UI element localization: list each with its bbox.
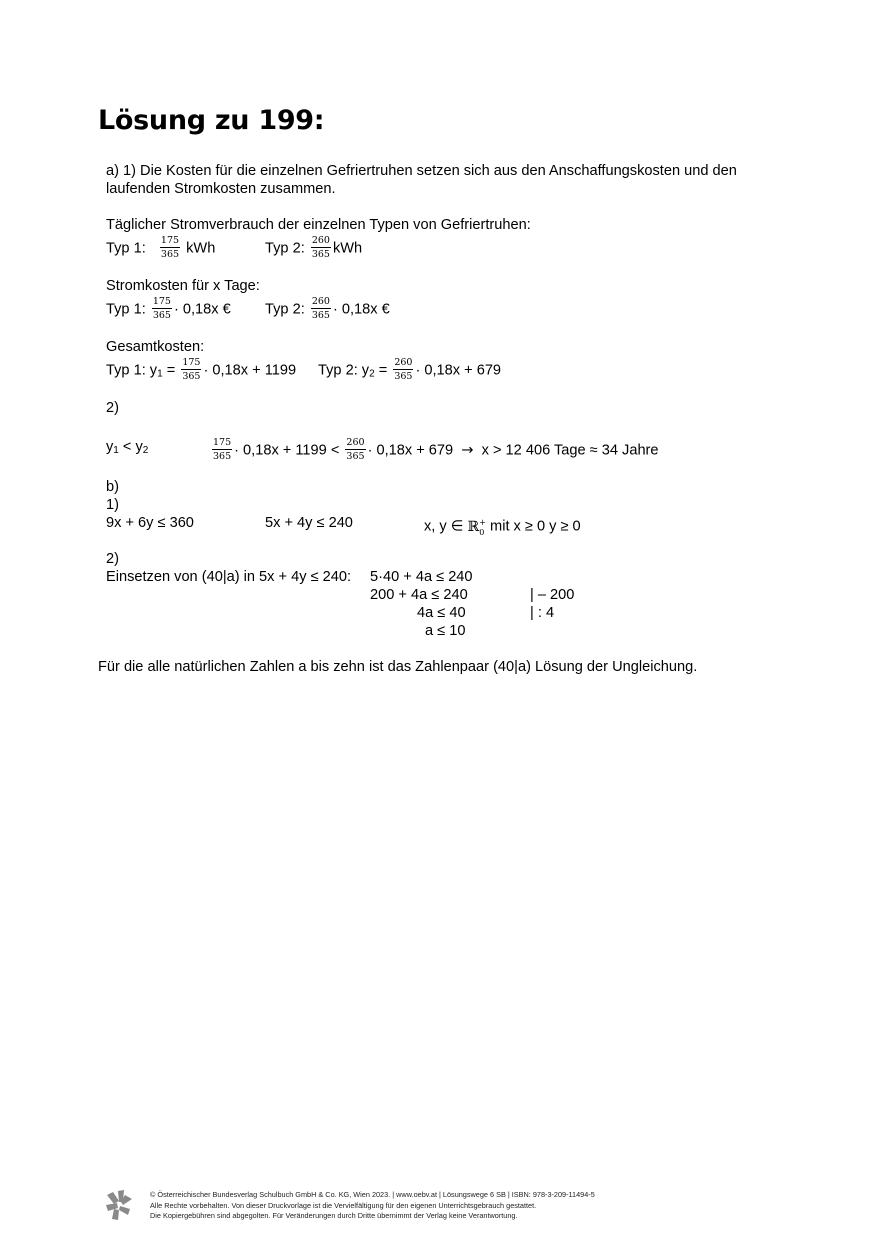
real-numbers-set: ℝ$_0$+ — [467, 518, 486, 537]
step-3: 4a ≤ 40 — [417, 605, 466, 621]
conclusion: Für die alle natürlichen Zahlen a bis zehn ist das Zahlenpaar (40|a) Lösung der Ungleichung. — [98, 659, 698, 675]
fraction-175-365: $\frac{175}{365}$ — [160, 235, 180, 260]
daily-typ2-unit: kWh — [332, 240, 363, 257]
gesamt-typ2-prefix: Typ 2: y — [318, 362, 370, 379]
publisher-logo-icon — [104, 1189, 134, 1221]
step-2: 200 + 4a ≤ 240 — [370, 587, 468, 603]
daily-typ2-label: Typ 2: — [265, 240, 305, 257]
equals: = — [374, 362, 388, 379]
fraction-175-365: $\frac{175}{365}$ — [213, 437, 232, 462]
part2-label: 2) — [106, 400, 119, 416]
part-b2-label: 2) — [106, 551, 119, 567]
daily-heading: Täglicher Stromverbrauch der einzelnen Typen von Gefriertruhen: — [106, 217, 531, 233]
gesamt-typ1-prefix: Typ 1: y — [106, 362, 158, 379]
gesamt-typ2-term: · 0,18x + 679 — [415, 362, 502, 379]
gesamt-typ1 — [106, 358, 296, 383]
part-a1-line2: laufenden Stromkosten zusammen. — [106, 181, 336, 197]
strom-typ1 — [106, 297, 231, 322]
subscript: 2 — [369, 368, 375, 380]
strom-typ2-term: · 0,18x € — [332, 301, 390, 318]
part2-solution — [210, 438, 659, 463]
step-3-operation: | : 4 — [530, 605, 555, 621]
domain-definition: x, y ∈ ℝ$_0$+ mit x ≥ 0 y ≥ 0 — [424, 518, 581, 537]
equals: = — [162, 362, 176, 379]
gesamt-typ2 — [318, 358, 501, 383]
fraction-260-365: $\frac{260}{365}$ — [394, 357, 413, 382]
part-b1-label: 1) — [106, 497, 119, 513]
footer-line-3: Die Kopiergebühren sind abgegolten. Für Veränderungen durch Dritte übernimmt der Verlag keine Verantwortung. — [150, 1211, 518, 1221]
inequality-1: 9x + 6y ≤ 360 — [106, 515, 194, 531]
daily-typ2 — [265, 236, 362, 261]
gesamt-heading: Gesamtkosten: — [106, 339, 205, 355]
strom-typ1-label: Typ 1: — [106, 301, 146, 318]
strom-typ2-label: Typ 2: — [265, 301, 305, 318]
step-2-operation: | – 200 — [530, 587, 575, 603]
daily-typ1-unit: kWh — [186, 240, 216, 257]
gesamt-typ1-term: · 0,18x + 1199 — [203, 362, 297, 379]
daily-typ1-label: Typ 1: — [106, 240, 146, 257]
fraction-260-365: $\frac{260}{365}$ — [311, 296, 330, 321]
footer — [150, 1190, 595, 1222]
daily-typ1 — [106, 236, 215, 261]
step-4: a ≤ 10 — [425, 623, 466, 639]
fraction-175-365: $\frac{175}{365}$ — [152, 296, 171, 321]
part2-inequality: $y_1 < y_2$ — [106, 439, 149, 456]
strom-typ2 — [265, 297, 390, 322]
fraction-175-365: $\frac{175}{365}$ — [182, 357, 201, 382]
strom-heading: Stromkosten für x Tage: — [106, 278, 260, 294]
part2-term1: · 0,18x + 1199 < — [234, 442, 340, 459]
page-title: Lösung zu 199: — [98, 105, 325, 136]
inequality-2: 5x + 4y ≤ 240 — [265, 515, 353, 531]
fraction-260-365: $\frac{260}{365}$ — [311, 235, 330, 260]
footer-line-2: Alle Rechte vorbehalten. Von dieser Druckvorlage ist die Vervielfältigung für den eigenen Unterrichtsgebrauch gestattet. — [150, 1200, 537, 1210]
part2-term2: · 0,18x + 679 — [367, 442, 454, 459]
einsetzen-text: Einsetzen von (40|a) in 5x + 4y ≤ 240: — [106, 569, 352, 585]
part-a1-line1: a) 1) Die Kosten für die einzelnen Gefriertruhen setzen sich aus den Anschaffungskosten und den — [106, 163, 737, 179]
strom-typ1-term: · 0,18x € — [173, 301, 231, 318]
arrow-right-icon: → — [461, 441, 474, 459]
footer-line-1: © Österreichischer Bundesverlag Schulbuch GmbH & Co. KG, Wien 2023. | www.oebv.at | Lösungswege 6 SB | ISBN: 978-3-209-11494-5 — [150, 1190, 595, 1199]
subscript: 1 — [157, 368, 163, 380]
part-b-label: b) — [106, 479, 119, 495]
step-1: 5·40 + 4a ≤ 240 — [370, 569, 473, 585]
fraction-260-365: $\frac{260}{365}$ — [346, 437, 365, 462]
part2-result: x > 12 406 Tage ≈ 34 Jahre — [481, 442, 659, 459]
